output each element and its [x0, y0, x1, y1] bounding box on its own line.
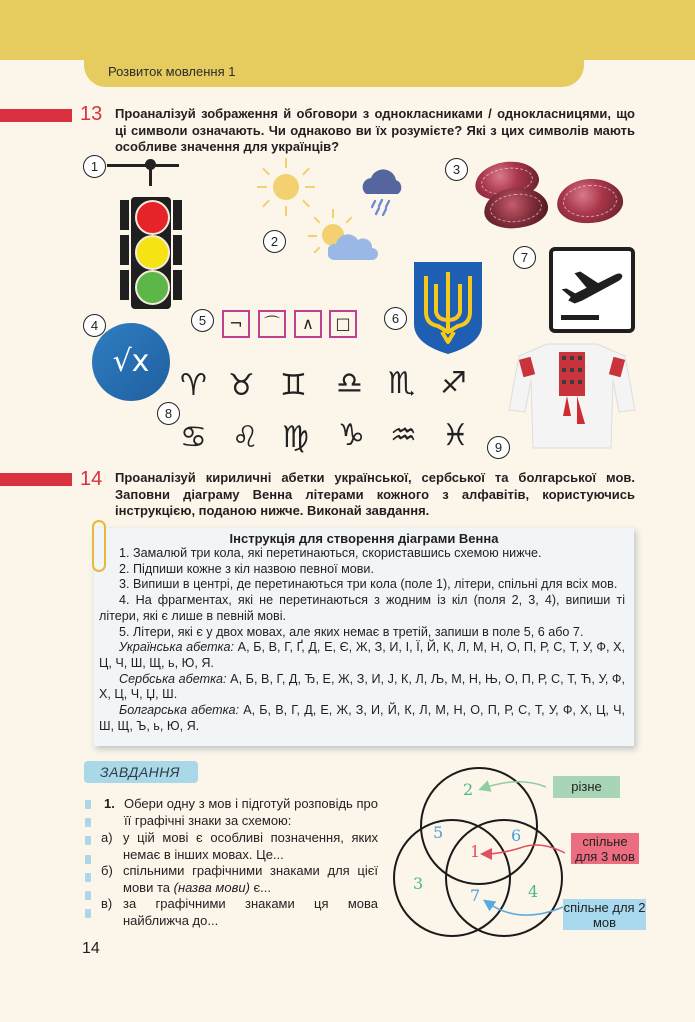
- cloud-icon: [328, 226, 378, 262]
- cancer-icon: ♋: [180, 420, 207, 455]
- vyshyvanka-shirt-image: [507, 340, 637, 450]
- gemini-icon: ♊: [280, 368, 307, 403]
- arc-sign-box: ⌒: [258, 310, 286, 338]
- scorpio-icon: ♏: [388, 366, 415, 401]
- exercise-14-marker-bar: [0, 473, 72, 486]
- ukrainian-alphabet-letters: А, Б, В, Г, Ґ, Д, Е, Є, Ж, З, И, І, Ї, Й, К, Л, М, Н, О, П, Р, С, Т, У, Ф, Х, Ц, Ч, Ш, Щ, ь, Ю, Я.: [99, 640, 625, 670]
- exercise-14-text: Проаналізуй кириличні абетки української, сербської та болгарської мов. Заповни діаграму Венна літерами кожного з алфавітів, користуючись інструкцією, поданою нижче. Виконай завдання.: [115, 470, 635, 518]
- venn-diagram: [380, 760, 680, 950]
- rain-cloud-icon: [358, 164, 408, 224]
- sun-icon: [273, 174, 299, 200]
- negation-sign-box: ¬: [222, 310, 250, 338]
- task-item-text: Обери одну з мов і підготуй розповідь про її графічні знаки за схемою:: [124, 796, 378, 828]
- instruction-step-5: 5. Літери, які є у двох мовах, але яких немає в третій, запиши в поле 5, 6 або 7.: [119, 624, 584, 639]
- venn-region-2: 2: [463, 780, 474, 799]
- task-tag-label: ЗАВДАННЯ: [100, 764, 180, 780]
- image-number-8: 8: [157, 402, 180, 425]
- label-common-2: спільне для 2 мов: [563, 900, 646, 930]
- square-sign-box: □: [329, 310, 357, 338]
- venn-region-5: 5: [433, 823, 444, 842]
- instruction-title: Інструкція для створення діаграми Венна: [229, 531, 499, 546]
- taurus-icon: ♉: [228, 368, 255, 403]
- serbian-alphabet-letters: А, Б, В, Г, Д, Ђ, Е, Ж, З, И, Ј, К, Л, Љ, М, Н, Њ, О, П, Р, С, Т, Ћ, У, Ф, Х, Ц, Ч, Џ, Ш.: [99, 671, 626, 702]
- image-number-7: 7: [513, 246, 536, 269]
- aquarius-icon: ♒: [390, 418, 417, 453]
- instruction-step-3: 3. Випиши в центрі, де перетинаються три кола (поле 1), літери, спільні для всіх мов.: [119, 577, 618, 592]
- task-sub-a-text: у цій мові є особливі позначення, яких немає в інших мовах. Це...: [123, 830, 378, 862]
- yellow-light: [135, 235, 170, 270]
- image-number-5: 5: [191, 309, 214, 332]
- image-number-2: 2: [263, 230, 286, 253]
- virgo-icon: ♍: [282, 420, 309, 455]
- exercise-13-marker-bar: [0, 109, 72, 122]
- bulgarian-alphabet-label: Болгарська абетка:: [119, 703, 240, 718]
- image-number-6: 6: [384, 307, 407, 330]
- header-band: [0, 0, 695, 60]
- ukrainian-alphabet: [99, 640, 625, 671]
- green-light: [135, 270, 170, 305]
- venn-region-1: 1: [470, 842, 481, 861]
- capricorn-icon: ♑: [338, 418, 365, 453]
- venn-region-4: 4: [528, 882, 539, 901]
- section-title: Розвиток мовлення 1: [108, 64, 236, 79]
- bulgarian-alphabet: [99, 703, 625, 734]
- section-header-tab: [84, 55, 584, 87]
- venn-region-3: 3: [413, 874, 424, 893]
- task-sub-c-text: за графічними знаками ця мова найближча до...: [123, 896, 378, 928]
- label-different: різне: [553, 776, 620, 798]
- page-number: 14: [82, 940, 100, 957]
- serbian-alphabet: [99, 672, 625, 703]
- exercise-13-text: Проаналізуй зображення й обговори з однокласниками / однокласницями, що ці символи означають. Чи однаково ви їх розумієте? Які з цих символів мають особливе значення для українців?: [115, 106, 635, 154]
- aries-icon: ♈: [180, 368, 207, 403]
- instruction-step-4: 4. На фрагментах, які не перетинаються з жодним із кіл (поля 2, 3, 4), випиши ті літери, які є лише в певній мові.: [99, 593, 625, 623]
- instruction-card: [94, 528, 634, 746]
- image-number-4: 4: [83, 314, 106, 337]
- ukraine-coat-of-arms-icon: [414, 262, 482, 354]
- instruction-step-1: 1. Замалюй три кола, які перетинаються, скориставшись схемою нижче.: [119, 546, 542, 560]
- red-light: [135, 200, 170, 235]
- task-tag: [84, 761, 198, 783]
- task-sub-b-marker: б): [101, 863, 113, 878]
- libra-icon: ♎: [336, 366, 363, 401]
- image-number-1: 1: [83, 155, 106, 178]
- task-bullet-strip: [85, 800, 91, 927]
- venn-region-7: 7: [470, 886, 481, 905]
- caret-sign-box: ∧: [294, 310, 322, 338]
- pisces-icon: ♓: [442, 418, 469, 453]
- task-sub-c-marker: в): [101, 896, 113, 911]
- instruction-step-2: 2. Підпиши кожне з кіл назвою певної мови.: [119, 561, 374, 576]
- task-sub-b-text: спільними графічними знаками для цієї мови та (назва мови) є...: [123, 863, 378, 895]
- square-root-app-icon: √x: [92, 323, 170, 401]
- airport-departure-sign-icon: [549, 247, 635, 333]
- label-common-3: спільне для 3 мов: [571, 833, 639, 864]
- task-sub-a-marker: а): [101, 830, 113, 845]
- serbian-alphabet-label: Сербська абетка:: [119, 671, 227, 686]
- bulgarian-alphabet-letters: А, Б, В, Г, Д, Е, Ж, З, И, Й, К, Л, М, Н, О, П, Р, С, Т, У, Ф, Х, Ц, Ч, Ш, Щ, Ъ, ь, Ю, Я.: [99, 703, 625, 733]
- exercise-13-number: 13: [80, 103, 103, 125]
- leo-icon: ♌: [232, 420, 259, 455]
- venn-region-6: 6: [511, 826, 522, 845]
- paperclip-icon: [92, 520, 106, 572]
- ukrainian-alphabet-label: Українська абетка:: [119, 640, 235, 655]
- exercise-14-number: 14: [80, 468, 103, 490]
- sagittarius-icon: ♐: [440, 366, 467, 401]
- image-number-9: 9: [487, 436, 510, 459]
- task-item-number: 1.: [104, 796, 115, 811]
- image-number-3: 3: [445, 158, 468, 181]
